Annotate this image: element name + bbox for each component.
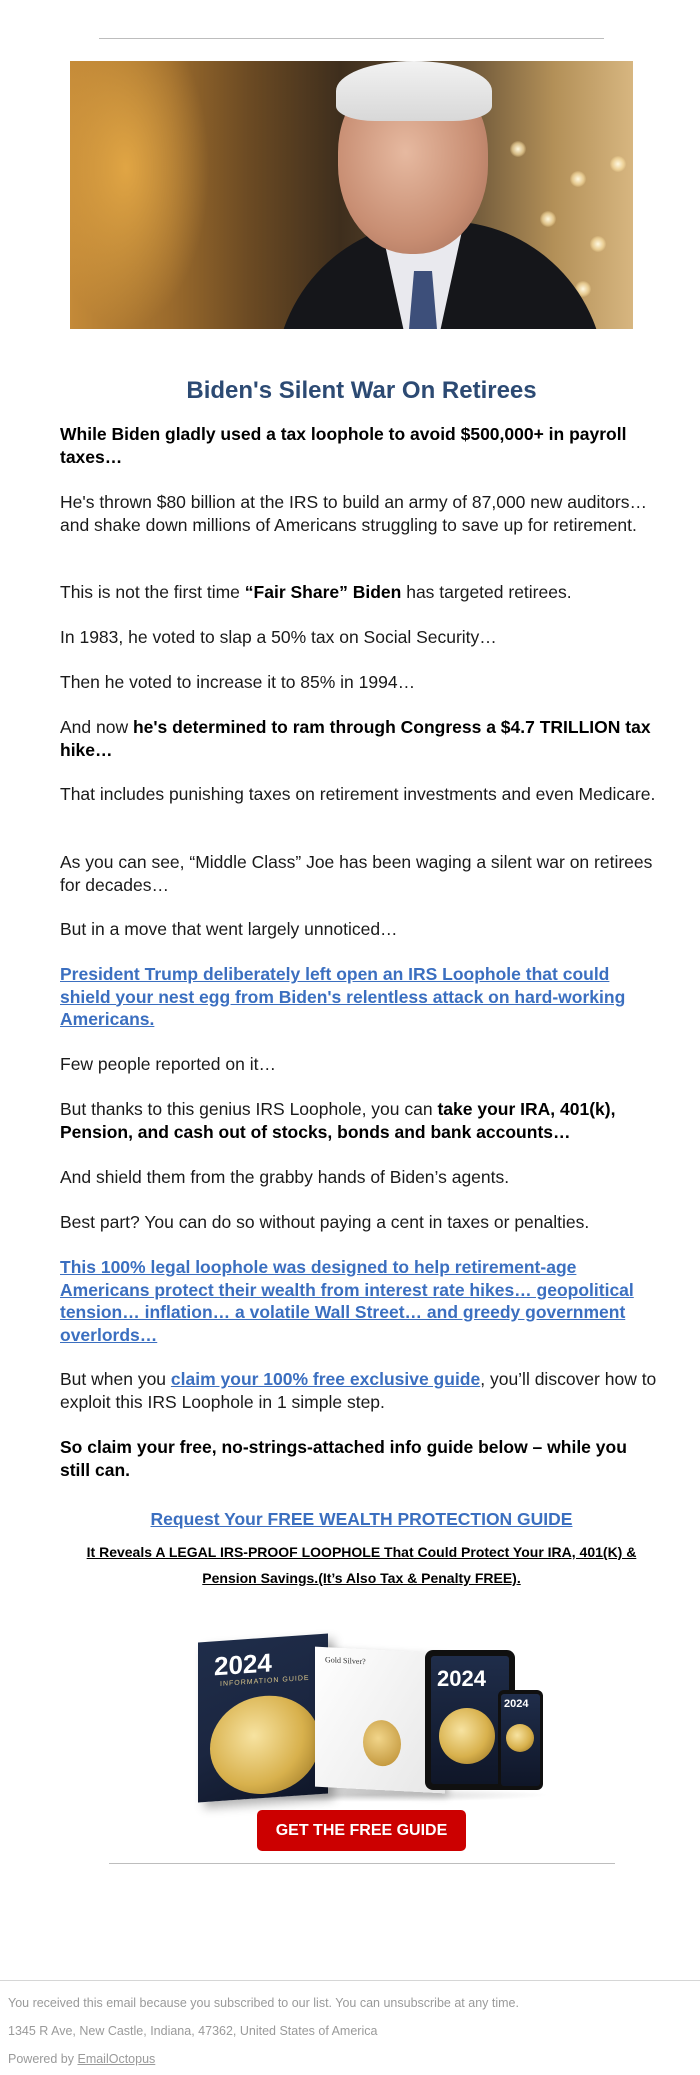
guide-product-image[interactable] <box>180 1628 550 1803</box>
book-subtitle: INFORMATION GUIDE <box>220 1674 310 1689</box>
paragraph-1: While Biden gladly used a tax loophole to avoid $500,000+ in payroll taxes… <box>60 424 627 467</box>
paragraph-11: Few people reported on it… <box>60 1054 276 1074</box>
gold-bar-icon <box>363 1719 401 1767</box>
paragraph-15 <box>60 1256 660 1346</box>
legal-loophole-link[interactable]: This 100% legal loophole was designed to help retirement-age Americans protect their wealth from interest rate hikes… geopolitical tension… inflation… a volatile Wall Street… and greedy government overlords… <box>60 1257 634 1345</box>
page-heading: Gold Silver? <box>325 1655 366 1667</box>
claim-guide-link[interactable]: claim your 100% free exclusive guide <box>170 1369 481 1389</box>
request-guide-link[interactable]: Request Your FREE WEALTH PROTECTION GUIDE <box>150 1509 573 1529</box>
paragraph-16: But when you claim your 100% free exclusive guide, you’ll discover how to exploit this IRS Loophole in 1 simple step. <box>60 1369 657 1412</box>
paragraph-13: And shield them from the grabby hands of Biden’s agents. <box>60 1167 510 1187</box>
paragraph-14: Best part? You can do so without paying a cent in taxes or penalties. <box>60 1212 590 1232</box>
coin-icon <box>210 1692 320 1798</box>
paragraph-12: But thanks to this genius IRS Loophole, you can take your IRA, 401(k), Pension, and cash out of stocks, bonds and bank accounts… <box>60 1099 616 1142</box>
paragraph-2: He's thrown $80 billion at the IRS to build an army of 87,000 new auditors… and shake down millions of Americans struggling to save up for retirement. <box>60 492 648 535</box>
paragraph-9: But in a move that went largely unnoticed… <box>60 919 398 939</box>
paragraph-7: That includes punishing taxes on retirement investments and even Medicare. <box>60 784 656 804</box>
paragraph-10 <box>60 963 660 1031</box>
trump-loophole-link[interactable]: President Trump deliberately left open an IRS Loophole that could shield your nest egg from Biden's relentless attack on hard-working Americans. <box>60 964 626 1029</box>
phone-year: 2024 <box>504 1698 529 1710</box>
footer-powered-by: Powered by EmailOctopus <box>8 2052 156 2066</box>
paragraph-3: This is not the first time “Fair Share” Biden has targeted retirees. <box>60 582 572 602</box>
coin-icon <box>439 1708 495 1764</box>
paragraph-5: Then he voted to increase it to 85% in 1994… <box>60 672 416 692</box>
paragraph-8: As you can see, “Middle Class” Joe has been waging a silent war on retirees for decades… <box>60 852 653 895</box>
paragraph-17: So claim your free, no-strings-attached info guide below – while you still can. <box>60 1437 627 1480</box>
tablet-year: 2024 <box>437 1666 486 1691</box>
emailoctopus-link[interactable]: EmailOctopus <box>77 2052 156 2066</box>
hero-image <box>70 61 633 329</box>
footer-divider <box>0 1980 700 1981</box>
guide-book <box>198 1633 328 1802</box>
footer-subscription-note: You received this email because you subscribed to our list. You can unsubscribe at any time. <box>8 1996 519 2010</box>
footer-address: 1345 R Ave, New Castle, Indiana, 47362, United States of America <box>8 2024 378 2038</box>
loophole-description-link[interactable]: It Reveals A LEGAL IRS-PROOF LOOPHOLE That Could Protect Your IRA, 401(K) & Pension Savings.(It’s Also Tax & Penalty FREE). <box>86 1544 637 1586</box>
top-divider <box>99 38 604 39</box>
book-year: 2024 <box>214 1647 272 1682</box>
bottom-divider <box>109 1863 615 1864</box>
guide-phone <box>498 1690 543 1790</box>
get-free-guide-button[interactable]: GET THE FREE GUIDE <box>257 1810 466 1851</box>
paragraph-6: And now he's determined to ram through Congress a $4.7 TRILLION tax hike… <box>60 717 651 760</box>
paragraph-4: In 1983, he voted to slap a 50% tax on Social Security… <box>60 627 497 647</box>
coin-icon <box>506 1724 534 1752</box>
headline: Biden's Silent War On Retirees <box>186 377 537 404</box>
